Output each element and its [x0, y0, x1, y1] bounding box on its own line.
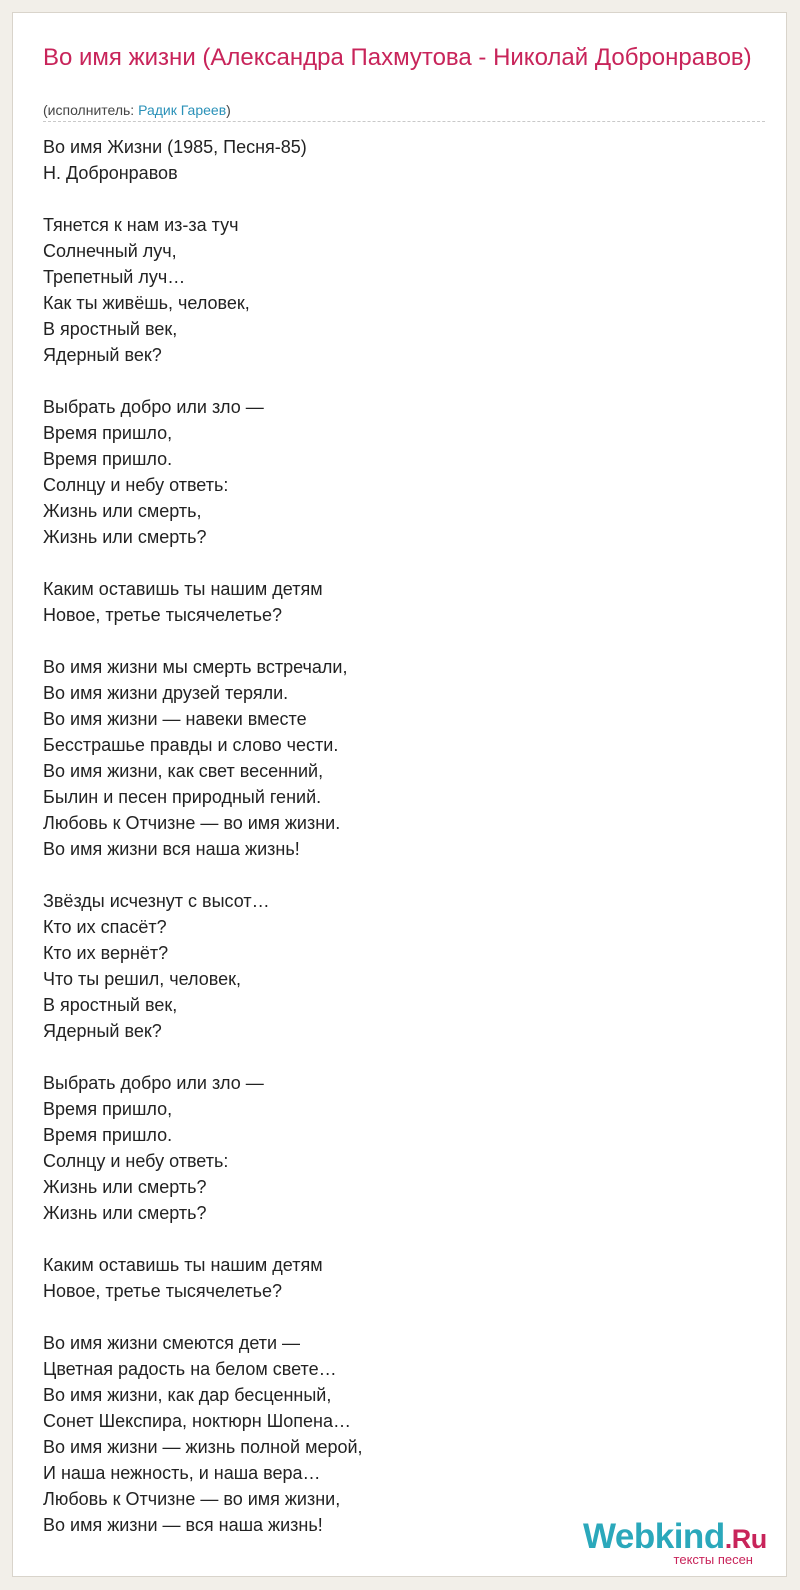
lyric-line: Сонет Шекспира, ноктюрн Шопена…: [43, 1411, 351, 1431]
lyric-line: Время пришло,: [43, 1099, 173, 1119]
logo-main-text: Webkind: [583, 1517, 725, 1556]
lyric-line: Жизнь или смерть?: [43, 1177, 207, 1197]
lyric-line: Жизнь или смерть?: [43, 527, 207, 547]
lyric-line: Во имя жизни, как свет весенний,: [43, 761, 324, 781]
performer-prefix: (исполнитель:: [43, 102, 139, 118]
lyric-line: Цветная радость на белом свете…: [43, 1359, 337, 1379]
lyric-line: Былин и песен природный гений.: [43, 787, 322, 807]
lyric-line: Ядерный век?: [43, 345, 162, 365]
lyric-line: Каким оставишь ты нашим детям: [43, 579, 323, 599]
lyric-line: Во имя жизни вся наша жизнь!: [43, 839, 300, 859]
stanza-gap: [43, 1304, 763, 1330]
lyric-line: Каким оставишь ты нашим детям: [43, 1255, 323, 1275]
performer-line: [43, 101, 231, 119]
stanza-gap: [43, 1226, 763, 1252]
lyric-line: Во имя Жизни (1985, Песня-85): [43, 137, 307, 157]
lyric-line: Во имя жизни — навеки вместе: [43, 709, 307, 729]
lyrics-text: [43, 134, 763, 1538]
lyric-line: И наша нежность, и наша вера…: [43, 1463, 321, 1483]
lyric-line: Во имя жизни друзей теряли.: [43, 683, 289, 703]
lyric-line: Время пришло,: [43, 423, 173, 443]
lyric-line: Время пришло.: [43, 1125, 173, 1145]
lyric-line: Выбрать добро или зло —: [43, 1073, 264, 1093]
divider: [43, 121, 765, 122]
lyric-line: Солнцу и небу ответь:: [43, 1151, 229, 1171]
lyric-line: Во имя жизни — вся наша жизнь!: [43, 1515, 323, 1535]
stanza-gap: [43, 186, 763, 212]
lyric-line: Новое, третье тысячелетье?: [43, 1281, 282, 1301]
logo-tld: .Ru: [724, 1524, 767, 1554]
lyric-line: В яростный век,: [43, 995, 178, 1015]
lyric-line: Кто их вернёт?: [43, 943, 169, 963]
lyric-line: Время пришло.: [43, 449, 173, 469]
stanza-gap: [43, 368, 763, 394]
lyric-line: Звёзды исчезнут с высот…: [43, 891, 270, 911]
song-title: Во имя жизни (Александра Пахмутова - Николай Добронравов): [43, 44, 752, 71]
lyric-line: Н. Добронравов: [43, 163, 178, 183]
lyric-line: Солнцу и небу ответь:: [43, 475, 229, 495]
performer-suffix: ): [226, 102, 231, 118]
stanza-gap: [43, 862, 763, 888]
stanza-gap: [43, 1044, 763, 1070]
lyric-line: Солнечный луч,: [43, 241, 177, 261]
lyric-line: Во имя жизни смеются дети —: [43, 1333, 301, 1353]
logo-tagline: тексты песен: [673, 1552, 753, 1567]
lyric-line: Любовь к Отчизне — во имя жизни.: [43, 813, 341, 833]
lyric-line: Во имя жизни, как дар бесценный,: [43, 1385, 332, 1405]
stanza-gap: [43, 550, 763, 576]
lyric-line: Новое, третье тысячелетье?: [43, 605, 282, 625]
performer-link[interactable]: Радик Гареев: [138, 102, 227, 118]
lyric-line: Любовь к Отчизне — во имя жизни,: [43, 1489, 341, 1509]
lyric-line: Как ты живёшь, человек,: [43, 293, 250, 313]
lyric-line: Что ты решил, человек,: [43, 969, 242, 989]
lyric-line: Ядерный век?: [43, 1021, 162, 1041]
lyric-line: Кто их спасёт?: [43, 917, 167, 937]
lyric-line: Тянется к нам из-за туч: [43, 215, 239, 235]
lyric-line: Жизнь или смерть?: [43, 1203, 207, 1223]
lyric-line: В яростный век,: [43, 319, 178, 339]
lyric-line: Выбрать добро или зло —: [43, 397, 264, 417]
lyric-line: Трепетный луч…: [43, 267, 186, 287]
lyric-line: Бесстрашье правды и слово чести.: [43, 735, 339, 755]
stanza-gap: [43, 628, 763, 654]
lyrics-card: [12, 12, 787, 1577]
site-logo[interactable]: [583, 1517, 783, 1567]
lyric-line: Во имя жизни мы смерть встречали,: [43, 657, 348, 677]
lyric-line: Жизнь или смерть,: [43, 501, 202, 521]
lyric-line: Во имя жизни — жизнь полной мерой,: [43, 1437, 363, 1457]
